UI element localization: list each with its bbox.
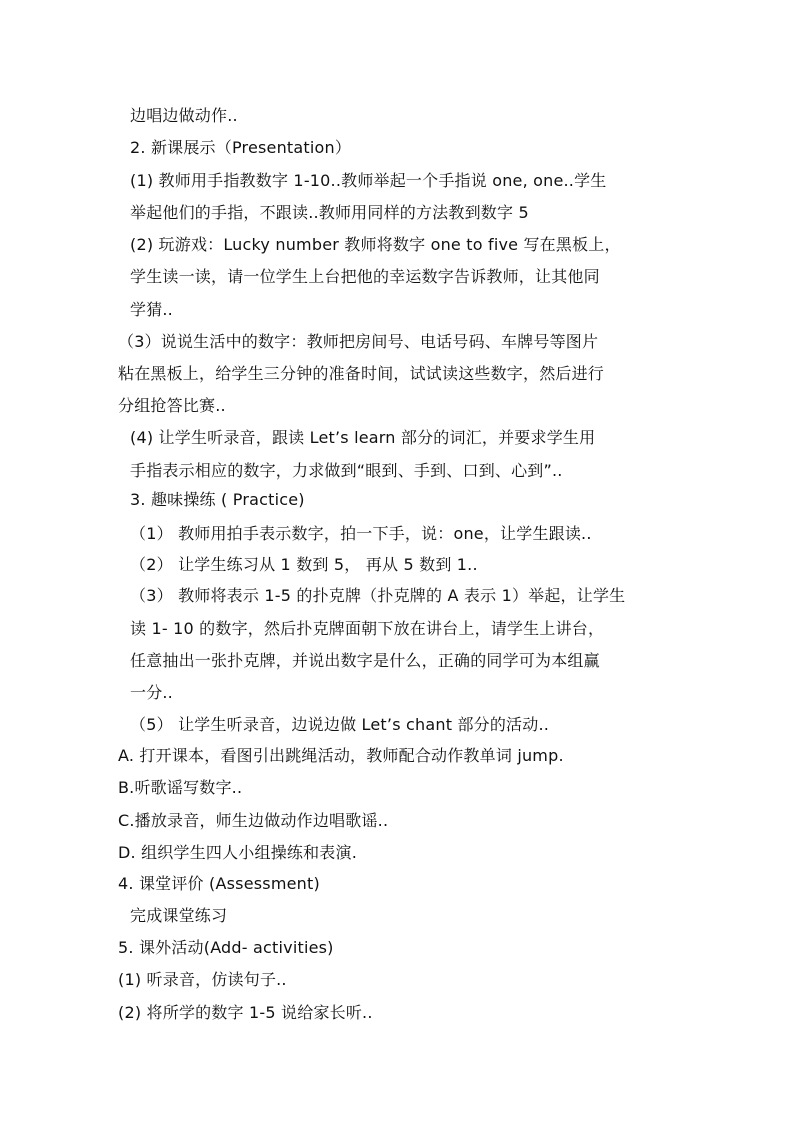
text-line: (2) 将所学的数字 1-5 说给家长听..	[118, 1003, 373, 1022]
text-line: 粘在黑板上，给学生三分钟的准备时间，试试读这些数字，然后进行	[118, 364, 605, 383]
text-line: （1） 教师用拍手表示数字，拍一下手，说：one，让学生跟读..	[130, 524, 592, 543]
text-line: D. 组织学生四人小组操练和表演.	[118, 843, 357, 862]
text-line: 分组抢答比赛..	[118, 396, 226, 415]
text-line: C.播放录音，师生边做动作边唱歌谣..	[118, 811, 389, 830]
text-line: 任意抽出一张扑克牌，并说出数字是什么，正确的同学可为本组赢	[130, 651, 600, 670]
text-line: （3）说说生活中的数字：教师把房间号、电话号码、车牌号等图片	[118, 332, 599, 351]
section-heading-activities: 5. 课外活动(Add- activities)	[118, 938, 334, 957]
section-heading-assessment: 4. 课堂评价 (Assessment)	[118, 874, 320, 893]
text-line: A. 打开课本，看图引出跳绳活动，教师配合动作教单词 jump.	[118, 746, 564, 765]
text-line: B.听歌谣写数字..	[118, 778, 243, 797]
text-line: 读 1- 10 的数字，然后扑克牌面朝下放在讲台上，请学生上讲台，	[130, 619, 605, 638]
text-line: (1) 教师用手指教数字 1-10..教师举起一个手指说 one, one..学生	[130, 171, 607, 190]
text-line: （3） 教师将表示 1-5 的扑克牌（扑克牌的 A 表示 1）举起，让学生	[130, 586, 626, 605]
text-line: (1) 听录音，仿读句子..	[118, 970, 287, 989]
text-line: 举起他们的手指，不跟读..教师用同样的方法教到数字 5	[130, 203, 529, 222]
section-heading-presentation: 2. 新课展示（Presentation）	[130, 138, 352, 157]
text-line: (2) 玩游戏：Lucky number 教师将数字 one to five 写在黑板上，	[130, 235, 621, 254]
text-line: 学猜..	[130, 300, 173, 319]
text-line: 学生读一读，请一位学生上台把他的幸运数字告诉教师，让其他同	[130, 267, 600, 286]
text-line: 手指表示相应的数字，力求做到“眼到、手到、口到、心到”..	[130, 461, 563, 480]
text-line: 边唱边做动作..	[130, 106, 238, 125]
text-line: （2） 让学生练习从 1 数到 5， 再从 5 数到 1..	[130, 555, 478, 574]
text-line: 一分..	[130, 683, 173, 702]
text-line: 完成课堂练习	[130, 906, 228, 925]
section-heading-practice: 3. 趣味操练 ( Practice)	[130, 490, 305, 509]
text-line: （5） 让学生听录音，边说边做 Let’s chant 部分的活动..	[130, 715, 550, 734]
text-line: (4) 让学生听录音，跟读 Let’s learn 部分的词汇，并要求学生用	[130, 428, 596, 447]
